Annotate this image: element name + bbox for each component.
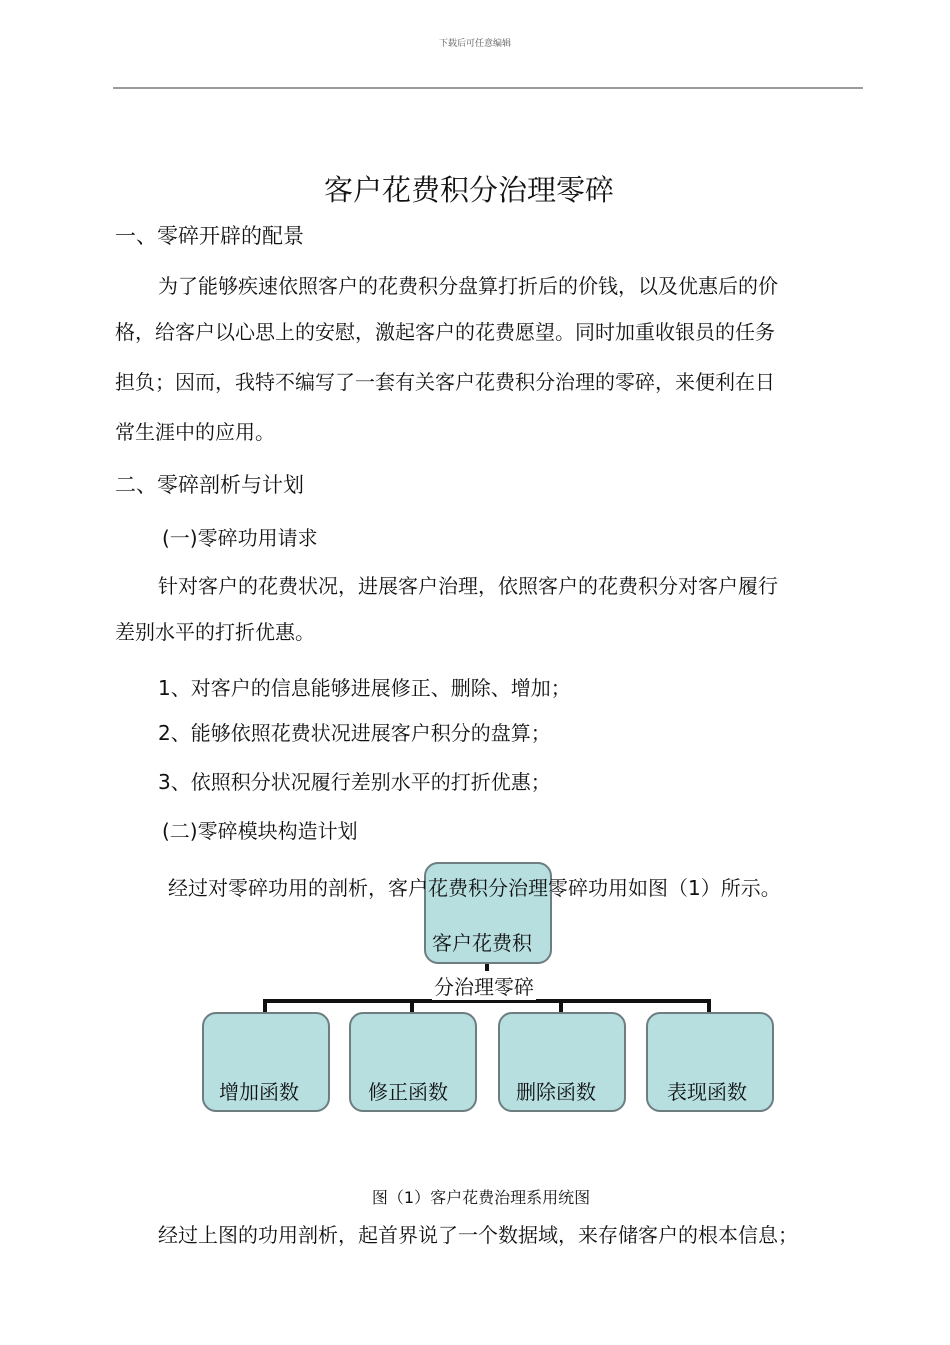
section-heading-background: 一、零碎开辟的配景 xyxy=(115,224,304,248)
module-label-display: 表现函数 xyxy=(667,1080,747,1104)
section-heading-analysis: 二、零碎剖析与计划 xyxy=(115,473,304,497)
paragraph-line: 格，给客户以心思上的安慰，激起客户的花费愿望。同时加重收银员的任务 xyxy=(115,320,775,344)
root-module-label-line2: 分治理零碎 xyxy=(432,971,536,1000)
paragraph-line: 针对客户的花费状况，进展客户治理，依照客户的花费积分对客户履行 xyxy=(158,574,778,598)
figure-caption: 图（1）客户花费治理系用统图 xyxy=(371,1188,591,1207)
paragraph-line: 经过上图的功用剖析，起首界说了一个数据域，来存储客户的根本信息； xyxy=(158,1223,798,1247)
list-item: 1、对客户的信息能够进展修正、删除、增加； xyxy=(158,676,571,700)
subsection-heading-requirements: (一)零碎功用请求 xyxy=(162,526,318,550)
subsection-heading-modules: (二)零碎模块构造计划 xyxy=(162,819,358,843)
paragraph-line: 担负；因而，我特不编写了一套有关客户花费积分治理的零碎，来便利在日 xyxy=(115,370,775,394)
paragraph-line: 差别水平的打折优惠。 xyxy=(115,620,315,644)
module-label-modify: 修正函数 xyxy=(368,1080,448,1104)
diagram-intro: 经过对零碎功用的剖析，客户花费积分治理零碎功用如图（1）所示。 xyxy=(168,876,781,900)
header-note: 下载后可任意编辑 xyxy=(438,39,511,49)
root-module-label-line1: 客户花费积 xyxy=(432,931,532,955)
paragraph-line: 为了能够疾速依照客户的花费积分盘算打折后的价钱，以及优惠后的价 xyxy=(158,274,778,298)
document-title: 客户花费积分治理零碎 xyxy=(323,173,614,207)
list-item: 2、能够依照花费状况进展客户积分的盘算； xyxy=(158,721,551,745)
module-label-delete: 删除函数 xyxy=(516,1080,596,1104)
list-item: 3、依照积分状况履行差别水平的打折优惠； xyxy=(158,770,551,794)
paragraph-line: 常生涯中的应用。 xyxy=(115,420,275,444)
module-label-add: 增加函数 xyxy=(219,1080,299,1104)
